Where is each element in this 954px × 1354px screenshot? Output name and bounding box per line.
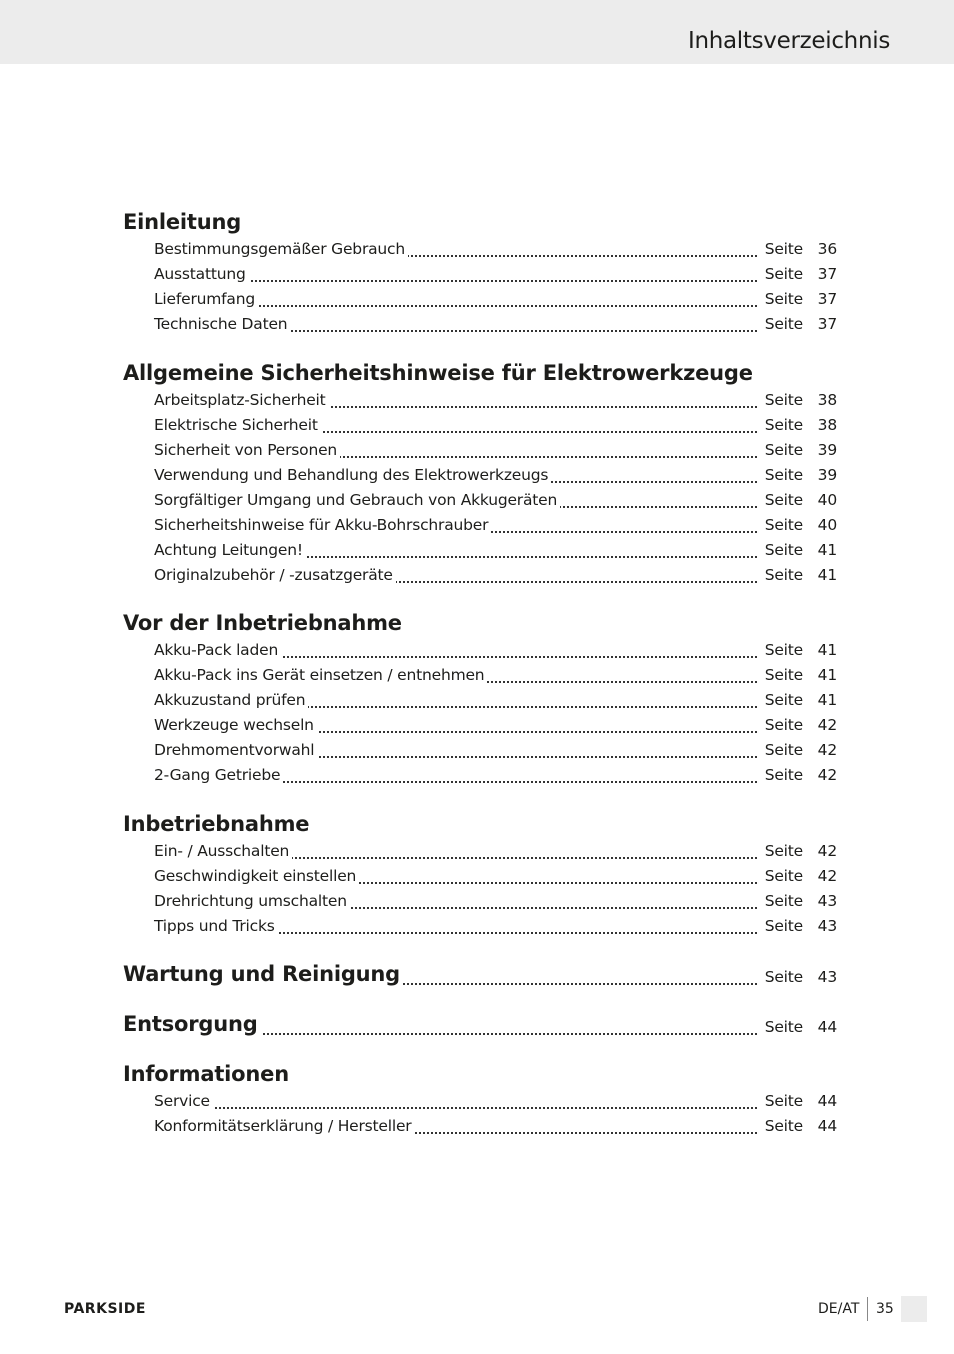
entry-label: Sicherheitshinweise für Akku-Bohrschrauber bbox=[154, 516, 491, 534]
entry-label: 2-Gang Getriebe bbox=[154, 766, 283, 784]
seite-label: Seite bbox=[761, 240, 803, 258]
section-title[interactable]: Vor der Inbetriebnahme bbox=[123, 611, 402, 635]
toc-entry[interactable] bbox=[154, 1117, 837, 1139]
toc-entry[interactable] bbox=[154, 867, 837, 889]
page-ref: 41 bbox=[817, 566, 837, 584]
entry-label: Drehmomentvorwahl bbox=[154, 741, 317, 759]
page-ref: 42 bbox=[817, 716, 837, 734]
seite-label: Seite bbox=[761, 441, 803, 459]
entry-label: Achtung Leitungen! bbox=[154, 541, 306, 559]
entry-label: Ein- / Ausschalten bbox=[154, 842, 292, 860]
toc-entry[interactable] bbox=[154, 766, 837, 788]
seite-label: Seite bbox=[761, 917, 803, 935]
entry-label: Drehrichtung umschalten bbox=[154, 892, 350, 910]
header-band bbox=[0, 0, 954, 64]
page-ref: 42 bbox=[817, 741, 837, 759]
entry-label: Akkuzustand prüfen bbox=[154, 691, 308, 709]
toc-entry[interactable] bbox=[154, 466, 837, 488]
page-ref: 44 bbox=[817, 1092, 837, 1110]
toc-entry[interactable] bbox=[154, 516, 837, 538]
section-title[interactable]: Informationen bbox=[123, 1062, 289, 1086]
page-title: Inhaltsverzeichnis bbox=[687, 28, 890, 54]
page-ref: 40 bbox=[817, 516, 837, 534]
entry-label: Konformitätserklärung / Hersteller bbox=[154, 1117, 414, 1135]
entry-label: Geschwindigkeit einstellen bbox=[154, 867, 359, 885]
seite-label: Seite bbox=[761, 892, 803, 910]
language-code: DE/AT bbox=[818, 1301, 860, 1317]
entry-label: Ausstattung bbox=[154, 265, 249, 283]
entry-label: Sorgfältiger Umgang und Gebrauch von Akkugeräten bbox=[154, 491, 560, 509]
toc-entry[interactable] bbox=[154, 416, 837, 438]
toc-entry[interactable] bbox=[154, 917, 837, 939]
toc-section-row[interactable] bbox=[123, 1012, 837, 1040]
seite-label: Seite bbox=[761, 290, 803, 308]
entry-label: Bestimmungsgemäßer Gebrauch bbox=[154, 240, 408, 258]
page-ref: 44 bbox=[817, 1018, 837, 1036]
entry-label: Elektrische Sicherheit bbox=[154, 416, 321, 434]
toc-entry[interactable] bbox=[154, 691, 837, 713]
toc-entry[interactable] bbox=[154, 240, 837, 262]
page-ref: 41 bbox=[817, 691, 837, 709]
footer-divider bbox=[867, 1297, 868, 1321]
entry-label: Akku-Pack ins Gerät einsetzen / entnehmen bbox=[154, 666, 487, 684]
section-title: Wartung und Reinigung bbox=[123, 962, 403, 986]
toc-entry[interactable] bbox=[154, 491, 837, 513]
brand-logo: PARKSIDE bbox=[64, 1301, 146, 1317]
seite-label: Seite bbox=[761, 766, 803, 784]
seite-label: Seite bbox=[761, 516, 803, 534]
seite-label: Seite bbox=[761, 691, 803, 709]
section-title: Entsorgung bbox=[123, 1012, 261, 1036]
toc-entry[interactable] bbox=[154, 265, 837, 287]
section-title[interactable]: Allgemeine Sicherheitshinweise für Elektrowerkzeuge bbox=[123, 361, 753, 385]
seite-label: Seite bbox=[761, 1092, 803, 1110]
section-title[interactable]: Inbetriebnahme bbox=[123, 812, 310, 836]
seite-label: Seite bbox=[761, 641, 803, 659]
seite-label: Seite bbox=[761, 666, 803, 684]
page-ref: 39 bbox=[817, 466, 837, 484]
entry-label: Sicherheit von Personen bbox=[154, 441, 340, 459]
entry-label: Technische Daten bbox=[154, 315, 290, 333]
page-ref: 38 bbox=[817, 416, 837, 434]
page-ref: 43 bbox=[817, 917, 837, 935]
seite-label: Seite bbox=[761, 265, 803, 283]
page-number: 35 bbox=[876, 1301, 894, 1317]
toc-entry[interactable] bbox=[154, 666, 837, 688]
seite-label: Seite bbox=[761, 491, 803, 509]
entry-label: Originalzubehör / -zusatzgeräte bbox=[154, 566, 396, 584]
toc-entry[interactable] bbox=[154, 641, 837, 663]
toc-entry[interactable] bbox=[154, 842, 837, 864]
seite-label: Seite bbox=[761, 716, 803, 734]
seite-label: Seite bbox=[761, 566, 803, 584]
page-ref: 37 bbox=[817, 290, 837, 308]
entry-label: Verwendung und Behandlung des Elektrowerkzeugs bbox=[154, 466, 551, 484]
page-ref: 42 bbox=[817, 766, 837, 784]
page-ref: 38 bbox=[817, 391, 837, 409]
page-ref: 39 bbox=[817, 441, 837, 459]
toc-entry[interactable] bbox=[154, 541, 837, 563]
page-ref: 37 bbox=[817, 315, 837, 333]
page-ref: 40 bbox=[817, 491, 837, 509]
seite-label: Seite bbox=[761, 391, 803, 409]
seite-label: Seite bbox=[761, 1018, 803, 1036]
seite-label: Seite bbox=[761, 416, 803, 434]
entry-label: Tipps und Tricks bbox=[154, 917, 278, 935]
page-ref: 37 bbox=[817, 265, 837, 283]
page-ref: 42 bbox=[817, 867, 837, 885]
page-ref: 42 bbox=[817, 842, 837, 860]
seite-label: Seite bbox=[761, 1117, 803, 1135]
toc-entry[interactable] bbox=[154, 315, 837, 337]
page-ref: 41 bbox=[817, 541, 837, 559]
toc-section-row[interactable] bbox=[123, 962, 837, 990]
seite-label: Seite bbox=[761, 541, 803, 559]
page-ref: 36 bbox=[817, 240, 837, 258]
page-ref: 44 bbox=[817, 1117, 837, 1135]
seite-label: Seite bbox=[761, 842, 803, 860]
page-ref: 41 bbox=[817, 666, 837, 684]
toc-entry[interactable] bbox=[154, 741, 837, 763]
seite-label: Seite bbox=[761, 968, 803, 986]
entry-label: Lieferumfang bbox=[154, 290, 258, 308]
entry-label: Service bbox=[154, 1092, 213, 1110]
page-ref: 41 bbox=[817, 641, 837, 659]
toc-entry[interactable] bbox=[154, 716, 837, 738]
seite-label: Seite bbox=[761, 466, 803, 484]
toc-entry[interactable] bbox=[154, 566, 837, 588]
dot-leader bbox=[154, 1107, 757, 1109]
page-corner-box bbox=[901, 1296, 927, 1322]
seite-label: Seite bbox=[761, 741, 803, 759]
toc-entry[interactable] bbox=[154, 391, 837, 413]
seite-label: Seite bbox=[761, 867, 803, 885]
section-title[interactable]: Einleitung bbox=[123, 210, 242, 234]
toc-entry[interactable] bbox=[154, 441, 837, 463]
toc-entry[interactable] bbox=[154, 290, 837, 312]
page-ref: 43 bbox=[817, 968, 837, 986]
page-ref: 43 bbox=[817, 892, 837, 910]
seite-label: Seite bbox=[761, 315, 803, 333]
entry-label: Werkzeuge wechseln bbox=[154, 716, 317, 734]
entry-label: Akku-Pack laden bbox=[154, 641, 281, 659]
toc-entry[interactable] bbox=[154, 892, 837, 914]
toc-entry[interactable] bbox=[154, 1092, 837, 1114]
entry-label: Arbeitsplatz-Sicherheit bbox=[154, 391, 329, 409]
